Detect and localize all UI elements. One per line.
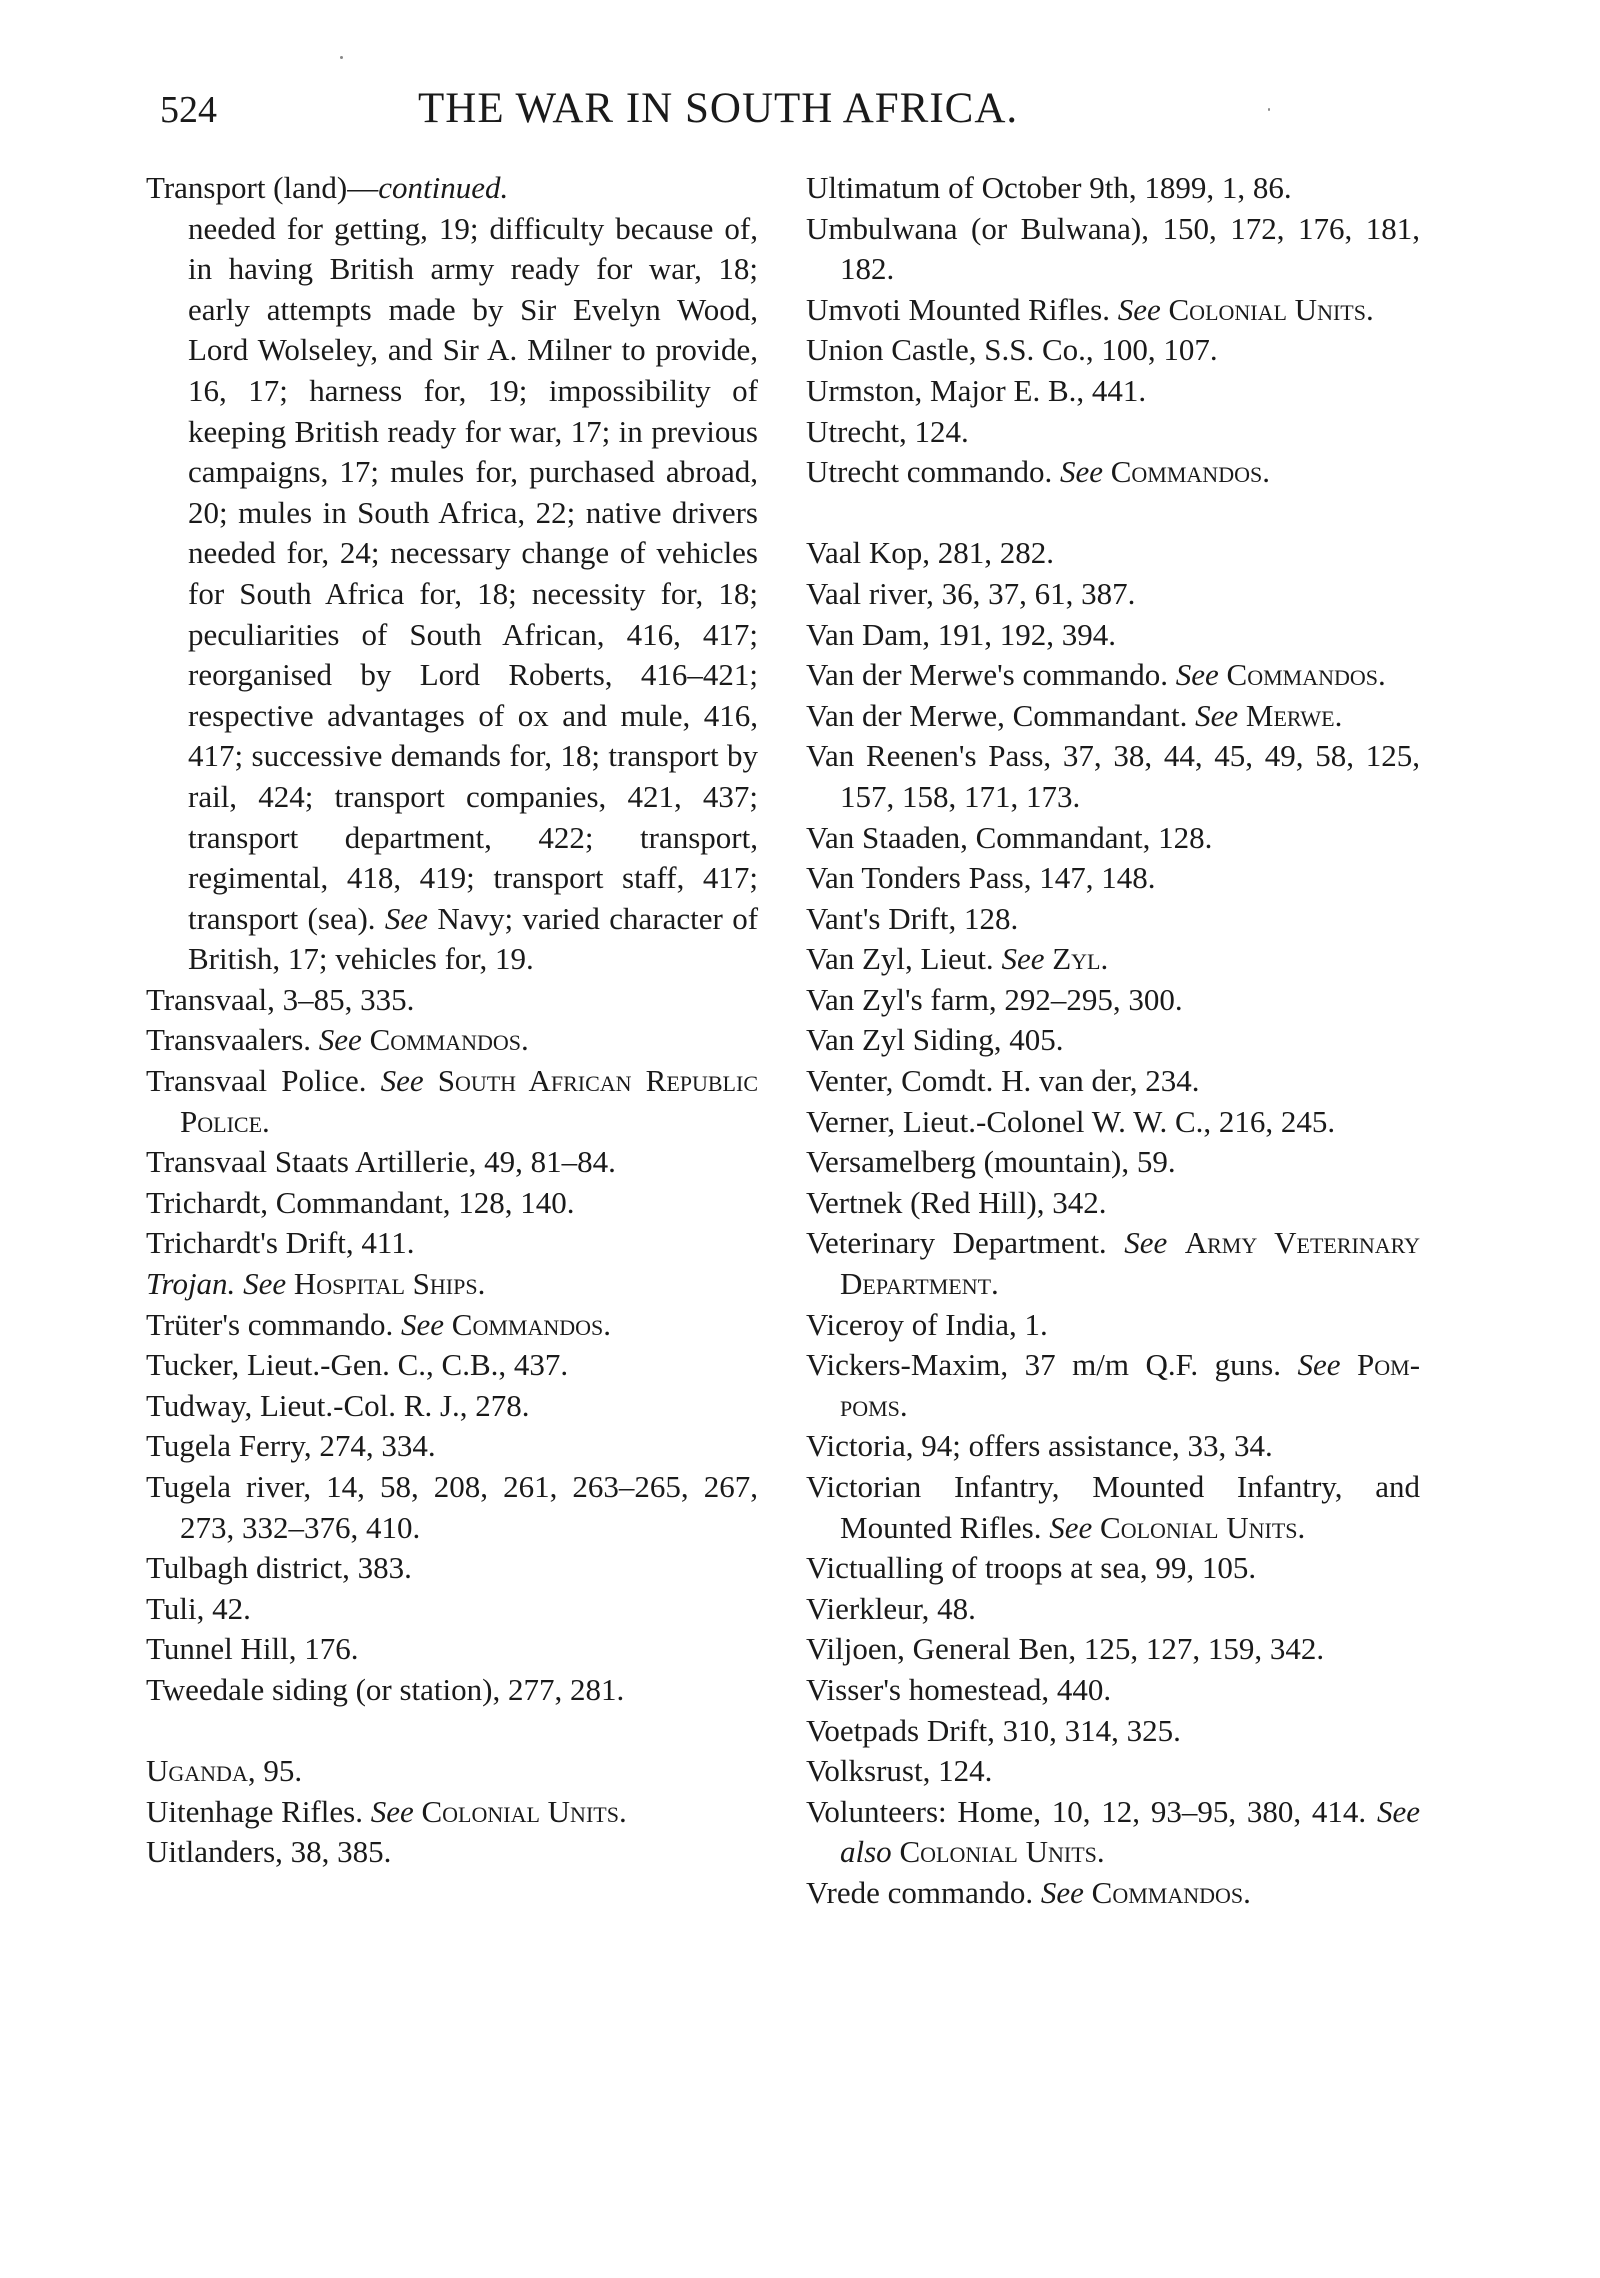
index-entry (806, 655, 1420, 696)
index-entry (806, 1589, 1420, 1630)
cross-reference: Army Veterinary Department. (840, 1225, 1420, 1302)
index-entry (146, 980, 758, 1021)
cross-reference: Commandos. (1226, 657, 1386, 693)
cross-reference: Commandos. (369, 1022, 529, 1058)
index-entry (806, 412, 1420, 453)
index-column-left (146, 168, 758, 1873)
index-entry (806, 1548, 1420, 1589)
index-entry (806, 1142, 1420, 1183)
entry-text: Uitenhage Rifles. (146, 1793, 363, 1829)
index-entry (806, 615, 1420, 656)
entry-text: Uitlanders, 38, 385. (146, 1834, 392, 1870)
index-entry (806, 574, 1420, 615)
index-entry (806, 1345, 1420, 1426)
entry-text: Vickers-Maxim, 37 m/m Q.F. guns. (806, 1347, 1281, 1383)
entry-text: Transvaal Police. (146, 1063, 367, 1099)
entry-text: Vertnek (Red Hill), 342. (806, 1184, 1107, 1220)
index-entry (806, 1629, 1420, 1670)
index-entries-v (806, 533, 1420, 1913)
entry-text: Trichardt's Drift, 411. (146, 1225, 415, 1261)
index-entry (806, 1467, 1420, 1548)
see-label: See (384, 900, 428, 936)
see-label: See (370, 1793, 414, 1829)
index-entry (806, 1223, 1420, 1304)
entry-text: Viljoen, General Ben, 125, 127, 159, 342. (806, 1631, 1325, 1667)
entry-text: Vierkleur, 48. (806, 1590, 976, 1626)
subentry-text-tail: Navy; varied character of British, 17; vehicles for, 19. (188, 900, 759, 977)
running-title: THE WAR IN SOUTH AFRICA. (418, 85, 1019, 132)
cross-reference: Zyl. (1052, 941, 1109, 977)
entry-text: Van Tonders Pass, 147, 148. (806, 860, 1156, 896)
entry-text: , 95. (247, 1753, 303, 1789)
entry-text: Ultimatum of October 9th, 1899, 1, 86. (806, 170, 1292, 205)
see-label: See (1297, 1347, 1341, 1383)
entry-text: Van der Merwe's commando. (806, 657, 1168, 693)
see-label: See (1124, 1225, 1168, 1261)
see-label: See (1117, 291, 1161, 327)
index-entry (146, 1061, 758, 1142)
index-subentries (146, 209, 758, 980)
index-entry (806, 330, 1420, 371)
entry-text: Tweedale siding (or station), 277, 281. (146, 1671, 625, 1707)
index-entry (806, 858, 1420, 899)
entry-text: Vaal river, 36, 37, 61, 387. (806, 575, 1136, 611)
index-entry (806, 1102, 1420, 1143)
index-entry (806, 1792, 1420, 1873)
entry-text: Utrecht commando. (806, 454, 1053, 490)
index-entry (146, 1345, 758, 1386)
entry-text: Visser's homestead, 440. (806, 1671, 1112, 1707)
index-entry (806, 290, 1420, 331)
entry-text: Umvoti Mounted Rifles. (806, 291, 1110, 327)
index-entry (146, 1792, 758, 1833)
entry-text: Van Zyl Siding, 405. (806, 1022, 1064, 1058)
index-entry (806, 452, 1420, 493)
index-entry (806, 1305, 1420, 1346)
entry-text: Umbulwana (or Bulwana), 150, 172, 176, 181, 182. (806, 210, 1420, 287)
see-label: See (401, 1306, 445, 1342)
entry-text: Trüter's commando. (146, 1306, 394, 1342)
index-entry (806, 1711, 1420, 1752)
entry-text: Tucker, Lieut.-Gen. C., C.B., 437. (146, 1347, 569, 1383)
entry-text: Vrede commando. (806, 1874, 1034, 1910)
see-label: See (1001, 941, 1045, 977)
scan-speck (340, 56, 343, 59)
entry-term: Trojan. (146, 1266, 236, 1302)
cross-reference: Colonial Units. (421, 1793, 627, 1829)
entry-text: Veterinary Department. (806, 1225, 1107, 1261)
see-label: See (380, 1063, 424, 1099)
see-label: See (1175, 657, 1219, 693)
index-entry (806, 1183, 1420, 1224)
entry-text: Venter, Comdt. H. van der, 234. (806, 1063, 1200, 1099)
see-label: See (1040, 1874, 1084, 1910)
index-entry (146, 1589, 758, 1630)
entry-text: Volksrust, 124. (806, 1753, 993, 1789)
index-entry (806, 980, 1420, 1021)
see-label: See (1049, 1509, 1093, 1545)
index-entry (146, 1670, 758, 1711)
entry-text: Tudway, Lieut.-Col. R. J., 278. (146, 1387, 530, 1423)
index-entry (806, 1873, 1420, 1914)
index-entry-continued (146, 168, 758, 209)
index-entries-t (146, 980, 758, 1711)
index-entry (806, 371, 1420, 412)
cross-reference: Colonial Units. (899, 1834, 1105, 1870)
cross-reference: Colonial Units. (1100, 1509, 1306, 1545)
entry-text: Transvaal, 3–85, 335. (146, 981, 415, 1017)
index-entry (806, 168, 1420, 209)
cross-reference: Commandos. (451, 1306, 612, 1342)
index-entry (806, 209, 1420, 290)
entry-text: Tuli, 42. (146, 1590, 251, 1626)
cross-reference: Commandos. (1110, 454, 1270, 490)
index-entry (146, 1142, 758, 1183)
see-label: See (243, 1266, 287, 1302)
index-entry (806, 899, 1420, 940)
entry-text: Viceroy of India, 1. (806, 1306, 1048, 1342)
entry-text: Van Dam, 191, 192, 394. (806, 616, 1116, 652)
scan-speck (1268, 108, 1270, 111)
entry-text: Union Castle, S.S. Co., 100, 107. (806, 332, 1218, 368)
index-entry (146, 1467, 758, 1548)
entry-text: Victoria, 94; offers assistance, 33, 34. (806, 1428, 1273, 1464)
index-entry (146, 1020, 758, 1061)
index-entry (146, 1305, 758, 1346)
cross-reference: Colonial Units. (1168, 291, 1374, 327)
index-entry (806, 1751, 1420, 1792)
index-entry (146, 1183, 758, 1224)
entry-term: Transport (land)— (146, 170, 379, 205)
entry-text: Verner, Lieut.-Colonel W. W. C., 216, 245. (806, 1103, 1336, 1139)
index-entry (146, 1386, 758, 1427)
index-entry (806, 1426, 1420, 1467)
section-gap (806, 493, 1420, 534)
see-label: See also (840, 1793, 1420, 1870)
entry-text: Van Zyl's farm, 292–295, 300. (806, 981, 1183, 1017)
index-entry (806, 1670, 1420, 1711)
entry-text: Voetpads Drift, 310, 314, 325. (806, 1712, 1181, 1748)
index-entry (146, 1832, 758, 1873)
section-gap (146, 1711, 758, 1752)
entry-text: Utrecht, 124. (806, 413, 969, 449)
entry-text: Van Reenen's Pass, 37, 38, 44, 45, 49, 58, 125, 157, 158, 171, 173. (806, 738, 1420, 814)
index-entry (806, 939, 1420, 980)
entry-text: Tugela river, 14, 58, 208, 261, 263–265, 267, 273, 332–376, 410. (146, 1469, 758, 1545)
cross-reference: South African Republic Police. (180, 1063, 758, 1139)
entry-text: Van Staaden, Commandant, 128. (806, 819, 1213, 855)
index-entry (146, 1548, 758, 1589)
index-entry (806, 1061, 1420, 1102)
entry-text: Versamelberg (mountain), 59. (806, 1144, 1176, 1180)
index-entry (146, 1751, 758, 1792)
entry-text: Transvaalers. (146, 1022, 312, 1058)
entry-text: Tulbagh district, 383. (146, 1550, 412, 1586)
entry-text: Victorian Infantry, Mounted Infantry, and Mounted Rifles. (806, 1469, 1420, 1545)
index-column-right (806, 168, 1420, 1914)
entry-text: Vaal Kop, 281, 282. (806, 535, 1054, 571)
see-label: See (1059, 454, 1103, 490)
index-entry (146, 1223, 758, 1264)
subentry-text: needed for getting, 19; difficulty because of, in having British army ready for war, 18; early attempts made by Sir Evelyn Wood, Lord Wolseley, and Sir A. Milner to provide, 16, 17; harness for, 19; impossibility of keeping British ready for war, 17; in previous campaigns, 17; mules for, purchased abroad, 20; mules in South Africa, 22; native drivers needed for, 24; necessary change of vehicles for South Africa for, 18; necessity for, 18; peculiarities of South African, 416, 417; reorganised by Lord Roberts, 416–421; respective advantages of ox and mule, 416, 417; successive demands for, 18; transport by rail, 424; transport companies, 421, 437; transport department, 422; transport, regimental, 418, 419; transport staff, 417; transport (sea). (188, 210, 758, 936)
index-entry (806, 533, 1420, 574)
index-entries-u-right (806, 168, 1420, 493)
entry-text: Volunteers: Home, 10, 12, 93–95, 380, 414. (806, 1793, 1367, 1829)
cross-reference: Pom-poms. (840, 1347, 1421, 1423)
index-entry (806, 736, 1420, 817)
page-number: 524 (160, 89, 217, 131)
entry-text: Trichardt, Commandant, 128, 140. (146, 1184, 575, 1220)
index-entry (806, 1020, 1420, 1061)
continued-label: continued. (378, 170, 509, 205)
entry-text: Transvaal Staats Artillerie, 49, 81–84. (146, 1144, 616, 1180)
entry-text: Tunnel Hill, 176. (146, 1631, 359, 1667)
entry-text: Urmston, Major E. B., 441. (806, 372, 1147, 408)
see-label: See (318, 1022, 362, 1058)
entry-text: Van der Merwe, Commandant. (806, 697, 1188, 733)
index-entry (146, 1264, 758, 1305)
entry-text: Tugela Ferry, 274, 334. (146, 1428, 436, 1464)
cross-reference: Hospital Ships. (293, 1266, 486, 1302)
entry-text: Vant's Drift, 128. (806, 900, 1019, 936)
index-entry (806, 818, 1420, 859)
entry-text: Victualling of troops at sea, 99, 105. (806, 1550, 1257, 1586)
index-entry (146, 1426, 758, 1467)
entry-term: Uganda (146, 1753, 248, 1789)
cross-reference: Commandos. (1091, 1874, 1251, 1910)
see-label: See (1195, 697, 1239, 733)
entry-text: Van Zyl, Lieut. (806, 941, 994, 977)
index-entry (146, 1629, 758, 1670)
index-entry (806, 696, 1420, 737)
index-entries-u-left (146, 1751, 758, 1873)
page-header (160, 85, 1160, 148)
cross-reference: Merwe. (1245, 697, 1343, 733)
